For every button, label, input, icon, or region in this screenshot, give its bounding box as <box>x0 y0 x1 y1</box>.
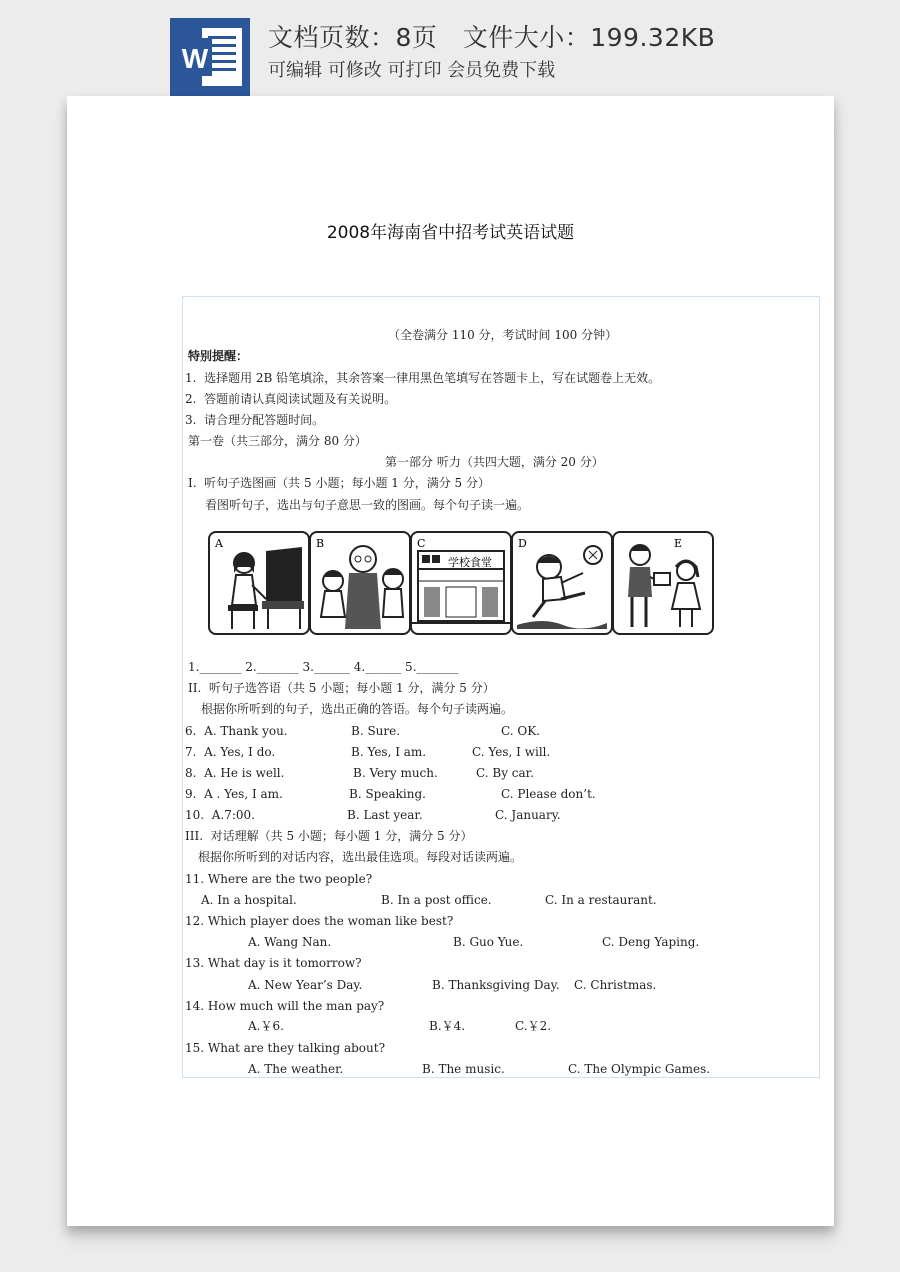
q8-option-c: C. By car. <box>476 766 534 780</box>
q12-option-b: B. Guo Yue. <box>453 935 524 949</box>
scanned-exam-content <box>182 296 820 1078</box>
q13-option-a: A. New Year’s Day. <box>248 978 363 992</box>
section-3-instruction: 根据你所听到的对话内容，选出最佳选项。每段对话读两遍。 <box>198 850 523 864</box>
section-2-instruction: 根据你所听到的句子，选出正确的答语。每个句子读两遍。 <box>201 702 514 716</box>
svg-text:B: B <box>316 537 325 550</box>
picture-options <box>208 531 718 635</box>
q14-stem: 14. How much will the man pay? <box>185 999 385 1013</box>
document-page <box>67 96 834 1226</box>
document-title: 2008年海南省中招考试英语试题 <box>326 223 575 243</box>
q7-option-c: C. Yes, I will. <box>472 745 551 759</box>
q7-option-b: B. Yes, I am. <box>351 745 427 759</box>
part-heading: 第一部分 听力（共四大题，满分 20 分） <box>385 455 604 469</box>
score-note: （全卷满分 110 分，考试时间 100 分钟） <box>388 328 618 342</box>
q13-option-b: B. Thanksgiving Day. <box>432 978 560 992</box>
picture-c-school-canteen <box>410 531 512 635</box>
q12-option-a: A. Wang Nan. <box>248 935 332 949</box>
svg-text:D: D <box>518 537 527 550</box>
reminder-heading: 特别提醒： <box>188 349 249 363</box>
file-info-header <box>0 0 900 96</box>
section-1-instruction: 看图听句子，选出与句子意思一致的图画。每个句子读一遍。 <box>205 498 530 512</box>
section-3-title: III. 对话理解（共 5 小题；每小题 1 分，满分 5 分） <box>185 829 473 843</box>
q10-option-b: B. Last year. <box>347 808 423 822</box>
q13-option-c: C. Christmas. <box>574 978 657 992</box>
q14-option-a: A.￥6. <box>248 1019 284 1033</box>
svg-text:C: C <box>417 537 426 550</box>
q11-option-c: C. In a restaurant. <box>545 893 657 907</box>
section-2-title: II. 听句子选答语（共 5 小题；每小题 1 分，满分 5 分） <box>188 681 495 695</box>
q8-option-a: 8. A. He is well. <box>185 766 285 780</box>
svg-text:E: E <box>674 537 683 550</box>
q13-stem: 13. What day is it tomorrow? <box>185 956 362 970</box>
svg-text:A: A <box>215 537 223 550</box>
q9-option-c: C. Please don’t. <box>501 787 596 801</box>
svg-text:学校食堂: 学校食堂 <box>448 556 492 569</box>
reminder-item: 1. 选择题用 2B 铅笔填涂，其余答案一律用黑色笔填写在答题卡上，写在试题卷上无效。 <box>185 371 661 385</box>
q10-option-c: C. January. <box>495 808 561 822</box>
picture-b-family <box>309 531 411 635</box>
word-doc-icon <box>170 18 250 96</box>
svg-text:W: W <box>181 43 209 74</box>
volume-heading: 第一卷（共三部分，满分 80 分） <box>188 434 367 448</box>
q15-option-c: C. The Olympic Games. <box>568 1062 711 1076</box>
picture-e-gift <box>612 531 714 635</box>
q9-option-b: B. Speaking. <box>349 787 426 801</box>
q14-option-c: C.￥2. <box>515 1019 552 1033</box>
q11-option-b: B. In a post office. <box>381 893 492 907</box>
file-stats: 文档页数：8页 文件大小：199.32KB <box>268 23 716 52</box>
q6-option-c: C. OK. <box>501 724 540 738</box>
reminder-item: 2. 答题前请认真阅读试题及有关说明。 <box>185 392 397 406</box>
q9-option-a: 9. A . Yes, I am. <box>185 787 283 801</box>
reminder-item: 3. 请合理分配答题时间。 <box>185 413 325 427</box>
answer-blanks: 1._______ 2._______ 3.______ 4.______ 5._______ <box>188 660 459 674</box>
q7-option-a: 7. A. Yes, I do. <box>185 745 276 759</box>
q14-option-b: B.￥4. <box>429 1019 466 1033</box>
picture-a-piano <box>208 531 310 635</box>
q6-option-a: 6. A. Thank you. <box>185 724 288 738</box>
q8-option-b: B. Very much. <box>353 766 438 780</box>
q15-stem: 15. What are they talking about? <box>185 1041 385 1055</box>
file-features: 可编辑 可修改 可打印 会员免费下载 <box>268 60 556 81</box>
q12-option-c: C. Deng Yaping. <box>602 935 700 949</box>
picture-d-football <box>511 531 613 635</box>
q15-option-a: A. The weather. <box>248 1062 344 1076</box>
q11-option-a: A. In a hospital. <box>201 893 297 907</box>
q15-option-b: B. The music. <box>422 1062 505 1076</box>
q11-stem: 11. Where are the two people? <box>185 872 373 886</box>
q10-option-a: 10. A.7:00. <box>185 808 255 822</box>
q6-option-b: B. Sure. <box>351 724 401 738</box>
section-1-title: I. 听句子选图画（共 5 小题；每小题 1 分，满分 5 分） <box>188 476 490 490</box>
q12-stem: 12. Which player does the woman like best? <box>185 914 454 928</box>
